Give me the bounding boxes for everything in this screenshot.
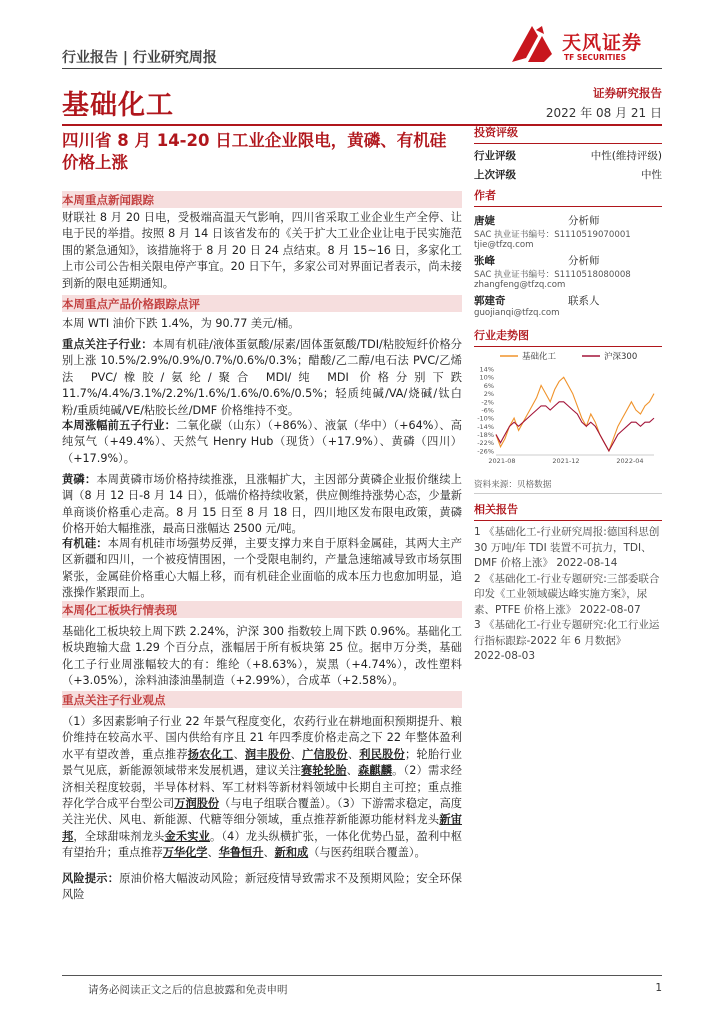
x-tick-label: 2021-12: [552, 457, 580, 465]
risk-label: 风险提示：: [62, 872, 120, 885]
x-tick-label: 2021-08: [488, 457, 516, 465]
news-paragraph: 财联社 8 月 20 日电，受极端高温天气影响，四川省采取工业企业生产全停、让电于民的举措。按照 8 月 14 日该省发布的《关于扩大工业企业让电于民实施范围的紧急通知》，该措施将于 8 月 20 日 24 点结束。8 月 15~16 日，多家化工上市公司公告相关限电停产事宜。20 日下午，多家公司对界面记者表示，尚未接到新的限电延期通知。: [62, 211, 462, 290]
rating-row: [474, 148, 662, 163]
risk-text: 原油价格大幅波动风险；新冠疫情导致需求不及预期风险；安全环保风险: [62, 872, 462, 902]
y-tick-label: -10%: [477, 414, 494, 423]
legend-label: 基础化工: [522, 352, 557, 362]
section-heading-price: 本周重点产品价格跟踪点评: [62, 297, 200, 311]
stock-link[interactable]: 利民股份: [359, 747, 405, 761]
view-paragraph: （1）多因素影响子行业 22 年景气程度变化，农药行业在耕地面积预期提升、粮价维持在较高水平、国内供给有序且 21 年四季度价格走高之下 22 年整体盈利水平有望改善，重点推荐扬农化工、润丰股份、广信股份、利民股份；轮胎行业景气见底，新能源领域带来发展机遇，建议关注赛轮轮胎、森麒麟。（2）需求经济相关程度较弱，半导体材料、军工材料等新材料领域中长期自主可控；重点推荐化学合成平台型公司万润股份（与电子组联合覆盖）。（3）下游需求稳定，高度关注光伏、风电、新能源、代糖等细分领域，重点推荐新能源功能材料龙头新宙邦，全球甜味剂龙头金禾实业。（4）龙头纵横扩张，一体化优势凸显，盈利中枢有望抬升；重点推荐万华化学、华鲁恒升、新和成（与医药组联合覆盖）。: [62, 715, 462, 860]
author-cert: SAC 执业证书编号：S1110519070001: [474, 230, 631, 240]
chart-divider: [474, 493, 662, 494]
stock-link[interactable]: 广信股份: [302, 747, 348, 761]
view-text: ，全球甜味剂龙头: [73, 829, 165, 843]
series-line: [496, 377, 654, 451]
related-date: 2022-08-03: [474, 650, 536, 662]
related-item[interactable]: [474, 572, 662, 619]
rating-heading: 投资评级: [474, 126, 518, 139]
y-tick-label: -14%: [477, 422, 494, 431]
author-email[interactable]: zhangfeng@tfzq.com: [474, 280, 566, 290]
phosphorus-paragraph: [62, 472, 462, 538]
stock-link[interactable]: 新和成: [274, 846, 309, 860]
focus-paragraph: [62, 337, 462, 419]
rating-value: 中性(维持评级): [590, 150, 662, 162]
chart-source: 资料来源：贝格数据: [474, 480, 552, 490]
related-divider: [474, 520, 662, 521]
author-heading: 作者: [474, 189, 496, 202]
rating-divider: [474, 143, 662, 144]
stock-link[interactable]: 华鲁恒升: [218, 846, 264, 860]
author-title: 联系人: [568, 295, 600, 307]
logo-en: TF SECURITIES: [564, 53, 626, 62]
page-number: 1: [655, 982, 662, 994]
risk-paragraph: [62, 871, 462, 904]
header-divider: [62, 68, 662, 69]
wti-paragraph: 本周 WTI 油价下跌 1.4%，为 90.77 美元/桶。: [62, 317, 300, 330]
rating-label: 上次评级: [474, 169, 516, 181]
silicone-text: 本周有机硅市场强势反弹，主要支撑力来自于原料金属硅，其两大主产区新疆和四川，一个被疫情围困，一个受限电制约，产量急速缩减导致市场氛围紧张，金属硅价格重心大幅上移，而有机硅企业面临的成本压力也愈加明显，追涨操作紧跟而上。: [62, 537, 462, 600]
y-tick-label: -22%: [477, 439, 494, 448]
view-text: 。（4）龙头纵横扩张，一体化优势凸显，盈利中枢有望抬升；重点推荐: [62, 829, 462, 860]
logo-mark-icon: [508, 22, 556, 66]
related-title: 2 《基础化工-行业专题研究:三部委联合印发《工业领域碳达峰实施方案》，尿素、PTFE 价格上涨》: [474, 572, 660, 616]
y-tick-label: 10%: [479, 373, 494, 382]
related-title: 3 《基础化工-行业专题研究:化工行业运行指标跟踪-2022 年 6 月数据》: [474, 619, 660, 647]
author-entry: [474, 293, 662, 318]
author-email[interactable]: guojianqi@tfzq.com: [474, 308, 560, 318]
report-kind: 证券研究报告: [593, 86, 662, 100]
series-line: [496, 402, 654, 451]
author-name: 唐婕: [474, 215, 495, 227]
view-text: （与医药组联合覆盖）。: [308, 846, 426, 860]
author-title: 分析师: [568, 255, 600, 267]
section-heading-view: 重点关注子行业观点: [62, 693, 166, 707]
author-entry: [474, 253, 662, 290]
related-item[interactable]: [474, 525, 662, 572]
top5-text: 二氧化碳（山东）（+86%）、液氯（华中）（+64%）、高纯氖气（+49.4%）、天然气 Henry Hub（现货）（+17.9%）、黄磷（四川）（+17.9%）。: [62, 419, 462, 465]
focus-label: 重点关注子行业：: [62, 338, 153, 351]
y-tick-label: -18%: [477, 431, 494, 440]
legend-label: 沪深300: [604, 352, 638, 362]
y-tick-label: 14%: [479, 365, 494, 374]
author-name: 张峰: [474, 255, 495, 267]
footer-divider: [62, 975, 662, 976]
author-email[interactable]: tjie@tfzq.com: [474, 240, 534, 250]
author-entry: [474, 213, 662, 250]
trend-heading: 行业走势图: [474, 329, 529, 342]
view-text: 。（2）需求经济相关程度较弱，半导体材料、军工材料等新材料领域中长期自主可控；重点推荐化学合成平台型公司: [62, 764, 462, 811]
silicone-label: 有机硅：: [62, 537, 108, 550]
related-date: 2022-08-14: [556, 557, 618, 569]
stock-link[interactable]: 万润股份: [174, 797, 220, 811]
view-text: （与电子组联合覆盖）。（3）下游需求稳定，高度关注光伏、风电、新能源、代糖等细分领域，重点推荐新能源功能材料龙头: [62, 797, 462, 827]
trend-block: [474, 327, 662, 347]
y-tick-label: 6%: [483, 381, 494, 390]
author-block: [474, 187, 662, 318]
author-cert: SAC 执业证书编号：S1110518080008: [474, 270, 631, 280]
stock-link[interactable]: 润丰股份: [244, 747, 291, 761]
related-item[interactable]: [474, 618, 662, 665]
logo-cn: 天风证券: [562, 32, 643, 54]
stock-link[interactable]: 新宙邦: [62, 813, 462, 843]
silicone-paragraph: [62, 536, 462, 602]
stock-link[interactable]: 金禾实业: [164, 829, 211, 843]
top5-label: 本周涨幅前五子行业：: [62, 419, 177, 432]
author-divider: [474, 206, 662, 207]
author-title: 分析师: [568, 215, 600, 227]
industry-title: 基础化工: [62, 90, 174, 121]
focus-text: 本周有机硅/液体蛋氨酸/尿素/固体蛋氨酸/TDI/粘胶短纤价格分别上涨 10.5%/2.9%/0.9%/0.7%/0.6%/0.3%；醋酸/乙二醇/电石法 PVC/乙烯法 PVC/橡胶/氨纶/聚合 MDI/纯 MDI 价格分别下跌 11.7%/4.4%/3.1%/2.2%/1.6%/1.6%/0.6%/0.5%；轻质纯碱/VA/烧碱/钛白粉/重质纯碱/VE/粘胶长丝/DMF 价格维持不变。: [62, 338, 462, 417]
rating-value: 中性: [641, 169, 662, 181]
stock-link[interactable]: 森麒麟: [357, 764, 393, 778]
rating-label: 行业评级: [474, 150, 516, 162]
footer-disclaimer: 请务必阅读正文之后的信息披露和免责申明: [88, 984, 288, 996]
related-block: [474, 501, 662, 665]
stock-link[interactable]: 扬农化工: [187, 747, 234, 761]
top5-paragraph: [62, 418, 462, 467]
related-title: 1 《基础化工-行业研究周报:德国科思创 30 万吨/年 TDI 装置不可抗力，TDI、DMF 价格上涨》: [474, 526, 660, 569]
industry-trend-chart: [474, 347, 662, 465]
report-type: 行业报告 | 行业研究周报: [62, 50, 217, 66]
y-tick-label: -2%: [481, 398, 494, 407]
related-heading: 相关报告: [474, 503, 518, 516]
phosphorus-text: 本周黄磷市场价格持续推涨，且涨幅扩大，主因部分黄磷企业报价继续上调（8 月 12 日-8 月 14 日），低端价格持续收紧，供应侧维持涨势心态，少量新单商谈价格重心走高。8 月 15 日至 8 月 18 日，四川地区发布限电政策，黄磷价格开始大幅推涨，最高日涨幅达 2500 元/吨。: [62, 473, 462, 536]
section-heading-sector: 本周化工板块行情表现: [62, 603, 177, 617]
phosphorus-label: 黄磷：: [62, 473, 97, 486]
report-date: 2022 年 08 月 21 日: [545, 106, 662, 120]
rating-row: [474, 167, 662, 182]
view-text: （1）多因素影响子行业 22 年景气程度变化，农药行业在耕地面积预期提升、粮价维持在较高水平、国内供给有序且 21 年四季度价格走高之下 22 年整体盈利水平有望改善，重点推荐: [62, 715, 462, 761]
sector-paragraph: 基础化工板块较上周下跌 2.24%，沪深 300 指数较上周下跌 0.96%。基础化工板块跑输大盘 1.29 个百分点，涨幅居于所有板块第 25 位。据申万分类，基础化工子行业周涨幅较大的有：维纶（+8.63%），炭黑（+4.74%），改性塑料（+3.05%），涂料油漆油墨制造（+2.99%），合成革（+2.58%）。: [62, 625, 462, 688]
related-date: 2022-08-07: [579, 603, 641, 616]
company-logo: [508, 20, 668, 68]
report-title: 四川省 8 月 14-20 日工业企业限电，黄磷、有机硅价格上涨: [62, 131, 447, 172]
y-tick-label: -26%: [477, 447, 494, 456]
x-tick-label: 2022-04: [616, 457, 644, 465]
view-text: ；轮胎行业景气见底，新能源领域带来发展机遇，建议关注: [62, 747, 462, 778]
author-name: 郭建奇: [474, 295, 506, 307]
stock-link[interactable]: 万华化学: [162, 846, 208, 860]
y-tick-label: 2%: [483, 390, 494, 399]
rating-block: [474, 124, 662, 182]
y-tick-label: -6%: [481, 406, 494, 415]
section-heading-news: 本周重点新闻跟踪: [62, 193, 154, 207]
stock-link[interactable]: 赛轮轮胎: [301, 764, 347, 778]
